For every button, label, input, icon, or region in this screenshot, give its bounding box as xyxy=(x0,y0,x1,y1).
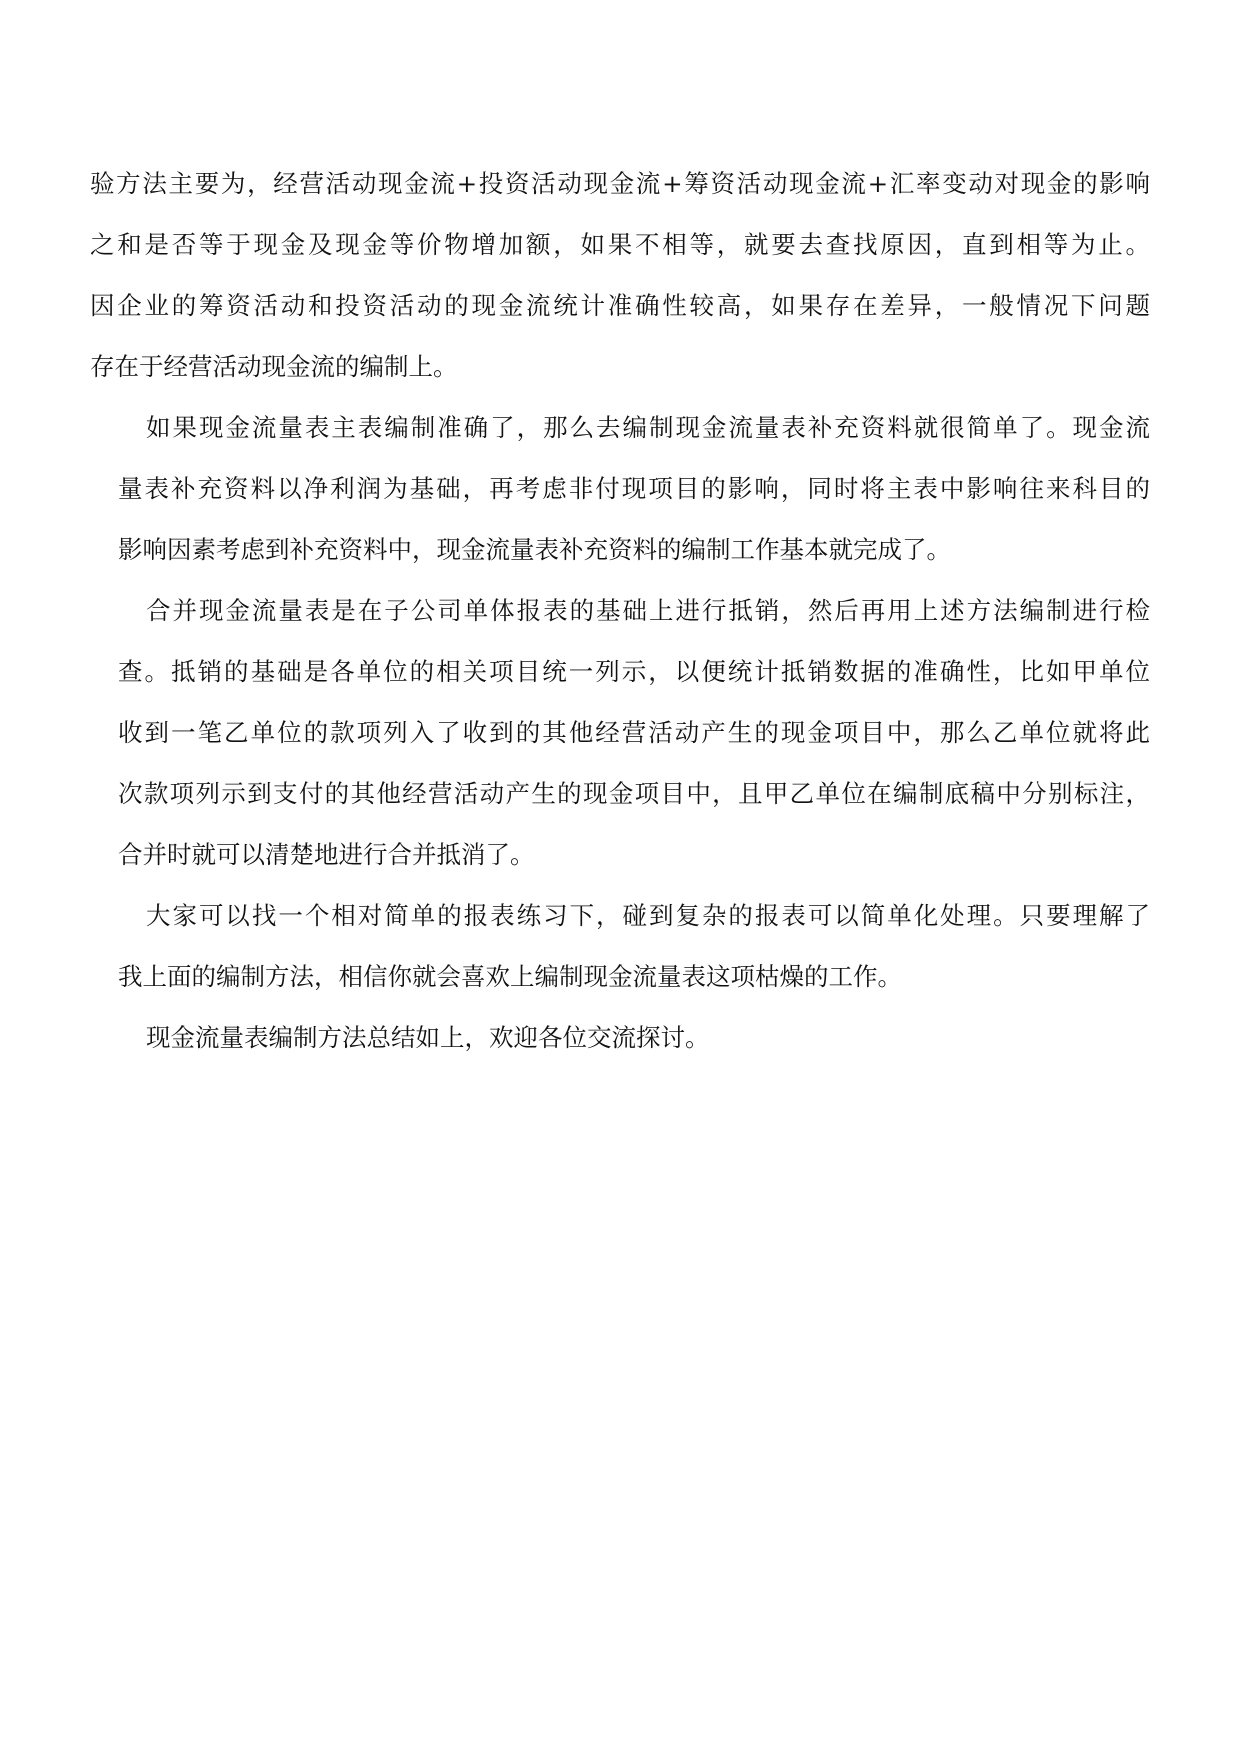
paragraph-4 xyxy=(90,885,1150,1007)
text-line: 我上面的编制方法，相信你就会喜欢上编制现金流量表这项枯燥的工作。 xyxy=(118,962,902,991)
text-line: 之和是否等于现金及现金等价物增加额，如果不相等，就要去查找原因，直到相等为止。 xyxy=(90,230,1150,259)
text-line: 现金流量表编制方法总结如上，欢迎各位交流探讨。 xyxy=(146,1023,710,1052)
text-line: 查。抵销的基础是各单位的相关项目统一列示，以便统计抵销数据的准确性，比如甲单位 xyxy=(118,657,1150,686)
text-line: 收到一笔乙单位的款项列入了收到的其他经营活动产生的现金项目中，那么乙单位就将此 xyxy=(118,718,1150,747)
text-line: 合并现金流量表是在子公司单体报表的基础上进行抵销，然后再用上述方法编制进行检 xyxy=(146,596,1150,625)
paragraph-3 xyxy=(90,580,1150,885)
paragraph-5 xyxy=(90,1007,1150,1068)
document-body xyxy=(90,153,1150,1068)
text-line: 如果现金流量表主表编制准确了，那么去编制现金流量表补充资料就很简单了。现金流 xyxy=(146,413,1150,442)
paragraph-1 xyxy=(90,153,1150,397)
text-line: 大家可以找一个相对简单的报表练习下，碰到复杂的报表可以简单化处理。只要理解了 xyxy=(146,901,1150,930)
text-line: 验方法主要为，经营活动现金流+投资活动现金流+筹资活动现金流+汇率变动对现金的影响 xyxy=(90,169,1150,198)
text-line: 影响因素考虑到补充资料中，现金流量表补充资料的编制工作基本就完成了。 xyxy=(118,535,951,564)
text-line: 合并时就可以清楚地进行合并抵消了。 xyxy=(118,840,535,869)
text-line: 次款项列示到支付的其他经营活动产生的现金项目中，且甲乙单位在编制底稿中分别标注， xyxy=(118,779,1150,808)
paragraph-2 xyxy=(90,397,1150,580)
text-line: 存在于经营活动现金流的编制上。 xyxy=(90,352,458,381)
text-line: 量表补充资料以净利润为基础，再考虑非付现项目的影响，同时将主表中影响往来科目的 xyxy=(118,474,1150,503)
text-line: 因企业的筹资活动和投资活动的现金流统计准确性较高，如果存在差异，一般情况下问题 xyxy=(90,291,1150,320)
